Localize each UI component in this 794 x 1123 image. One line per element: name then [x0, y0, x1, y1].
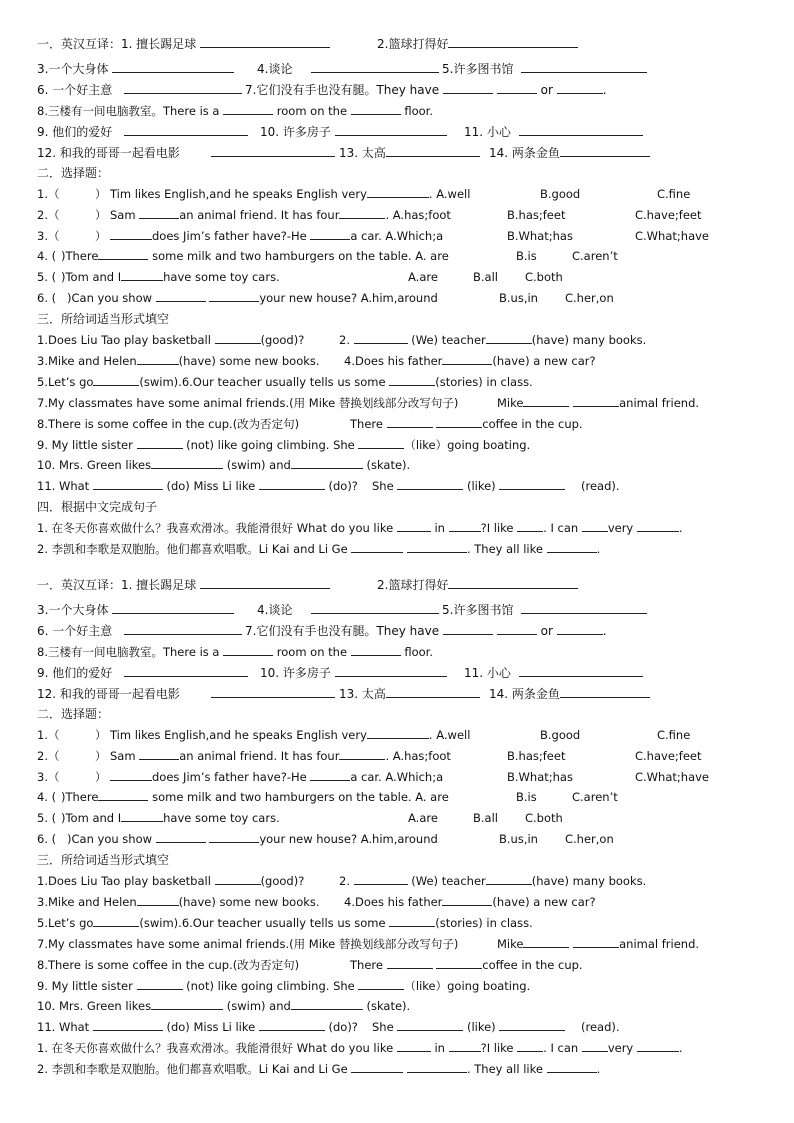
section4-title: 四．根据中文完成句子	[37, 500, 158, 514]
answer-blank[interactable]	[386, 143, 480, 157]
answer-blank[interactable]	[497, 80, 537, 94]
fill-line-8: 11. What (do) Miss Li like (do)? She (like) (read).	[37, 476, 358, 496]
option-c[interactable]: C.have;feet	[635, 749, 702, 763]
answer-blank[interactable]	[139, 746, 179, 760]
answer-blank[interactable]	[367, 725, 429, 739]
answer-blank[interactable]	[215, 330, 261, 344]
answer-blank[interactable]	[560, 684, 650, 698]
answer-blank[interactable]	[407, 1059, 467, 1073]
answer-blank[interactable]	[582, 518, 608, 532]
answer-blank[interactable]	[517, 518, 543, 532]
answer-blank[interactable]	[519, 663, 643, 677]
option-c[interactable]: C.fine	[657, 728, 691, 742]
answer-blank[interactable]	[110, 226, 152, 240]
option-b[interactable]: B.is	[516, 249, 537, 263]
answer-blank[interactable]	[139, 205, 179, 219]
answer-blank[interactable]	[448, 575, 578, 589]
option-c[interactable]: C.fine	[657, 187, 691, 201]
answer-blank[interactable]	[112, 59, 234, 73]
answer-blank[interactable]	[124, 663, 248, 677]
question-9: 9. 他们的爱好	[37, 125, 113, 139]
mc-question-2: 2.（ ） Sam an animal friend. It has four . A.has;foot B.has;feet C.have;feet	[37, 746, 59, 766]
answer-blank[interactable]	[137, 976, 183, 990]
option-c[interactable]: C.both	[525, 811, 563, 825]
part1-line6	[37, 143, 560, 163]
answer-blank[interactable]	[397, 476, 463, 490]
mc-question-1: 1.（ ） Tim likes English,and he speaks English very . A.well B.good C.fine	[37, 184, 59, 204]
answer-blank[interactable]	[517, 1038, 543, 1052]
answer-blank[interactable]	[436, 414, 482, 428]
sentence-1: 1. 在冬天你喜欢做什么？我喜欢滑冰。我能滑很好 What do you like in ?I like . I can very .	[37, 1038, 683, 1058]
option-b[interactable]: B.has;feet	[507, 208, 566, 222]
answer-blank[interactable]	[98, 246, 148, 260]
answer-blank[interactable]	[215, 871, 261, 885]
section2-title: 二．选择题：	[37, 166, 110, 180]
part1-line2	[37, 600, 514, 620]
answer-blank[interactable]	[291, 996, 363, 1010]
answer-blank[interactable]	[351, 1059, 403, 1073]
part1-line4	[37, 101, 433, 121]
option-a[interactable]: A.are	[408, 811, 438, 825]
question-14: 14. 两条金鱼	[489, 684, 650, 704]
answer-blank[interactable]	[387, 414, 433, 428]
answer-blank[interactable]	[407, 539, 467, 553]
answer-blank[interactable]	[310, 767, 350, 781]
answer-blank[interactable]	[137, 351, 179, 365]
question-2: 2.篮球打得好	[377, 575, 578, 595]
fill-line-3: 5.Let’s go (swim).6.Our teacher usually tells us some (stories) in class.	[37, 372, 533, 392]
answer-blank[interactable]	[223, 642, 273, 656]
answer-blank[interactable]	[110, 767, 152, 781]
fill-line-4: 7.My classmates have some animal friends.(用 Mike 替换划线部分改写句子) Mike animal friend.	[37, 393, 458, 413]
option-c[interactable]: C.her,on	[565, 832, 614, 846]
answer-blank[interactable]	[112, 600, 234, 614]
section1-title-q1: 一．英汉互译：1. 擅长踢足球	[37, 37, 197, 51]
answer-blank[interactable]	[449, 518, 481, 532]
answer-blank[interactable]	[335, 663, 447, 677]
question-14: 14. 两条金鱼	[489, 143, 650, 163]
mc-question-4: 4. ( )There some milk and two hamburgers on the table. A. are B.is C.aren’t	[37, 787, 56, 807]
answer-blank[interactable]	[557, 80, 603, 94]
answer-blank[interactable]	[121, 808, 163, 822]
question-13: 13. 太高	[339, 684, 480, 704]
sentence-2: 2. 李凯和李歌是双胞胎。他们都喜欢唱歌。Li Kai and Li Ge . They all like .	[37, 539, 600, 559]
answer-blank[interactable]	[573, 393, 619, 407]
answer-blank[interactable]	[156, 288, 206, 302]
answer-blank[interactable]	[311, 600, 439, 614]
answer-blank[interactable]	[93, 1017, 163, 1031]
answer-blank[interactable]	[259, 476, 325, 490]
answer-blank[interactable]	[151, 455, 223, 469]
answer-blank[interactable]	[573, 934, 619, 948]
question-8: 8.三楼有一间电脑教室。There is a	[37, 645, 220, 659]
answer-blank[interactable]	[486, 871, 532, 885]
answer-blank[interactable]	[499, 1017, 565, 1031]
option-b[interactable]: B.us,in	[499, 832, 538, 846]
answer-blank[interactable]	[137, 435, 183, 449]
answer-blank[interactable]	[211, 684, 335, 698]
fill-line-3: 5.Let’s go (swim).6.Our teacher usually tells us some (stories) in class.	[37, 913, 533, 933]
answer-blank[interactable]	[223, 101, 273, 115]
answer-blank[interactable]	[339, 746, 385, 760]
answer-blank[interactable]	[547, 539, 597, 553]
answer-blank[interactable]	[557, 621, 603, 635]
answer-blank[interactable]	[367, 184, 429, 198]
fill-line-5: 8.There is some coffee in the cup.(改为否定句) There coffee in the cup.	[37, 414, 299, 434]
option-b[interactable]: B.What;has	[507, 229, 573, 243]
question-13: 13. 太高	[339, 143, 480, 163]
answer-blank[interactable]	[351, 539, 403, 553]
section1-title-q1: 一．英汉互译：1. 擅长踢足球	[37, 578, 197, 592]
answer-blank[interactable]	[259, 1017, 325, 1031]
option-c[interactable]: C.both	[525, 270, 563, 284]
answer-blank[interactable]	[200, 34, 330, 48]
answer-blank[interactable]	[449, 1038, 481, 1052]
fill-line-8: 11. What (do) Miss Li like (do)? She (like) (read).	[37, 1017, 358, 1037]
answer-blank[interactable]	[443, 621, 493, 635]
answer-blank[interactable]	[436, 955, 482, 969]
question-12: 12. 和我的哥哥一起看电影	[37, 146, 180, 160]
answer-blank[interactable]	[209, 288, 259, 302]
sentence-2: 2. 李凯和李歌是双胞胎。他们都喜欢唱歌。Li Kai and Li Ge . They all like .	[37, 1059, 600, 1079]
mc-question-4: 4. ( )There some milk and two hamburgers on the table. A. are B.is C.aren’t	[37, 246, 56, 266]
answer-blank[interactable]	[387, 955, 433, 969]
answer-blank[interactable]	[358, 435, 404, 449]
option-b[interactable]: B.us,in	[499, 291, 538, 305]
answer-blank[interactable]	[523, 934, 569, 948]
answer-blank[interactable]	[519, 122, 643, 136]
answer-blank[interactable]	[93, 913, 139, 927]
fill-line-1: 1.Does Liu Tao play basketball (good)? 2. (We) teacher (have) many books.	[37, 330, 304, 350]
answer-blank[interactable]	[497, 621, 537, 635]
section3-title: 三．所给词适当形式填空	[37, 853, 170, 867]
mc-question-5: 5. ( )Tom and I have some toy cars. A.are B.all C.both	[37, 808, 56, 828]
question-8-part: floor.	[404, 645, 434, 659]
question-4: 4.谈论	[257, 62, 293, 76]
fill-line-6: 9. My little sister (not) like going climbing. She （like）going boating.	[37, 976, 530, 996]
answer-blank[interactable]	[523, 393, 569, 407]
answer-blank[interactable]	[358, 976, 404, 990]
question-6: 6. 一个好主意	[37, 624, 113, 638]
question-8-part: floor.	[404, 104, 434, 118]
question-11: 11. 小心	[464, 122, 643, 142]
question-4: 4.谈论	[257, 603, 293, 617]
answer-blank[interactable]	[397, 1017, 463, 1031]
answer-blank[interactable]	[211, 143, 335, 157]
fill-line-7: 10. Mrs. Green likes (swim) and (skate).	[37, 455, 410, 475]
answer-blank[interactable]	[335, 122, 447, 136]
part1-line1	[37, 34, 449, 54]
answer-blank[interactable]	[486, 330, 532, 344]
answer-blank[interactable]	[311, 59, 439, 73]
answer-blank[interactable]	[397, 518, 431, 532]
fill-line-2: 3.Mike and Helen (have) some new books. 4.Does his father (have) a new car?	[37, 351, 320, 371]
option-b[interactable]: B.all	[473, 270, 498, 284]
answer-blank[interactable]	[637, 1038, 679, 1052]
mc-question-2: 2.（ ） Sam an animal friend. It has four . A.has;foot B.has;feet C.have;feet	[37, 205, 59, 225]
answer-blank[interactable]	[442, 351, 492, 365]
question-12: 12. 和我的哥哥一起看电影	[37, 687, 180, 701]
answer-blank[interactable]	[389, 913, 435, 927]
mc-question-5: 5. ( )Tom and I have some toy cars. A.are B.all C.both	[37, 267, 56, 287]
fill-line-1: 1.Does Liu Tao play basketball (good)? 2. (We) teacher (have) many books.	[37, 871, 304, 891]
question-5: 5.许多图书馆	[442, 59, 647, 79]
mc-question-3: 3.（ ） does Jim’s father have?-He a car. A.Which;a B.What;has C.What;have	[37, 767, 59, 787]
answer-blank[interactable]	[151, 996, 223, 1010]
option-b[interactable]: B.is	[516, 790, 537, 804]
option-b[interactable]: B.good	[540, 728, 581, 742]
question-2: 2.篮球打得好	[377, 34, 578, 54]
worksheet-copy-2	[0, 575, 794, 1095]
option-c[interactable]: C.aren’t	[572, 790, 618, 804]
question-8-part: room on the	[276, 104, 348, 118]
answer-blank[interactable]	[386, 684, 480, 698]
part1-line6	[37, 684, 560, 704]
mc-question-6: 6. ( )Can you show your new house? A.him,around B.us,in C.her,on	[37, 829, 56, 849]
answer-blank[interactable]	[560, 143, 650, 157]
mc-question-3: 3.（ ） does Jim’s father have?-He a car. A.Which;a B.What;has C.What;have	[37, 226, 59, 246]
section3-title: 三．所给词适当形式填空	[37, 312, 170, 326]
question-8: 8.三楼有一间电脑教室。There is a	[37, 104, 220, 118]
answer-blank[interactable]	[124, 80, 242, 94]
worksheet-copy-1	[0, 34, 794, 554]
option-b[interactable]: B.all	[473, 811, 498, 825]
option-b[interactable]: B.What;has	[507, 770, 573, 784]
question-10: 10. 许多房子	[260, 122, 447, 142]
section2-title: 二．选择题：	[37, 707, 110, 721]
sentence-1: 1. 在冬天你喜欢做什么？我喜欢滑冰。我能滑很好 What do you like in ?I like . I can very .	[37, 518, 683, 538]
mc-question-6: 6. ( )Can you show your new house? A.him,around B.us,in C.her,on	[37, 288, 56, 308]
part1-line5	[37, 663, 511, 683]
option-b[interactable]: B.has;feet	[507, 749, 566, 763]
mc-question-1: 1.（ ） Tim likes English,and he speaks English very . A.well B.good C.fine	[37, 725, 59, 745]
part1-line1	[37, 575, 449, 595]
question-7: 7.它们没有手也没有腿。They have or .	[245, 80, 607, 100]
option-c[interactable]: C.aren’t	[572, 249, 618, 263]
question-7: 7.它们没有手也没有腿。They have or .	[245, 621, 607, 641]
part1-line4	[37, 642, 433, 662]
answer-blank[interactable]	[448, 34, 578, 48]
fill-line-2: 3.Mike and Helen (have) some new books. 4.Does his father (have) a new car?	[37, 892, 320, 912]
question-8-part: room on the	[276, 645, 348, 659]
answer-blank[interactable]	[389, 372, 435, 386]
question-11: 11. 小心	[464, 663, 643, 683]
option-c[interactable]: C.have;feet	[635, 208, 702, 222]
answer-blank[interactable]	[351, 101, 401, 115]
answer-blank[interactable]	[521, 59, 647, 73]
answer-blank[interactable]	[156, 829, 206, 843]
answer-blank[interactable]	[443, 80, 493, 94]
option-b[interactable]: B.good	[540, 187, 581, 201]
answer-blank[interactable]	[499, 476, 565, 490]
question-10: 10. 许多房子	[260, 663, 447, 683]
answer-blank[interactable]	[98, 787, 148, 801]
part1-line3	[37, 80, 607, 100]
question-6: 6. 一个好主意	[37, 83, 113, 97]
answer-blank[interactable]	[351, 642, 401, 656]
answer-blank[interactable]	[124, 122, 248, 136]
part1-line2	[37, 59, 514, 79]
answer-blank[interactable]	[354, 871, 408, 885]
question-3: 3.一个大身体	[37, 62, 109, 76]
answer-blank[interactable]	[339, 205, 385, 219]
option-c[interactable]: C.What;have	[635, 229, 709, 243]
answer-blank[interactable]	[93, 476, 163, 490]
answer-blank[interactable]	[397, 1038, 431, 1052]
option-a[interactable]: A.are	[408, 270, 438, 284]
fill-line-5: 8.There is some coffee in the cup.(改为否定句) There coffee in the cup.	[37, 955, 299, 975]
answer-blank[interactable]	[521, 600, 647, 614]
answer-blank[interactable]	[93, 372, 139, 386]
option-c[interactable]: C.her,on	[565, 291, 614, 305]
fill-line-4: 7.My classmates have some animal friends.(用 Mike 替换划线部分改写句子) Mike animal friend.	[37, 934, 458, 954]
answer-blank[interactable]	[124, 621, 242, 635]
answer-blank[interactable]	[291, 455, 363, 469]
question-3: 3.一个大身体	[37, 603, 109, 617]
fill-line-6: 9. My little sister (not) like going climbing. She （like）going boating.	[37, 435, 530, 455]
answer-blank[interactable]	[354, 330, 408, 344]
answer-blank[interactable]	[637, 518, 679, 532]
answer-blank[interactable]	[310, 226, 350, 240]
part1-line3	[37, 621, 607, 641]
answer-blank[interactable]	[137, 892, 179, 906]
option-c[interactable]: C.What;have	[635, 770, 709, 784]
answer-blank[interactable]	[547, 1059, 597, 1073]
part1-line5	[37, 122, 511, 142]
question-9: 9. 他们的爱好	[37, 666, 113, 680]
answer-blank[interactable]	[209, 829, 259, 843]
answer-blank[interactable]	[121, 267, 163, 281]
answer-blank[interactable]	[200, 575, 330, 589]
question-5: 5.许多图书馆	[442, 600, 647, 620]
fill-line-7: 10. Mrs. Green likes (swim) and (skate).	[37, 996, 410, 1016]
answer-blank[interactable]	[442, 892, 492, 906]
answer-blank[interactable]	[582, 1038, 608, 1052]
